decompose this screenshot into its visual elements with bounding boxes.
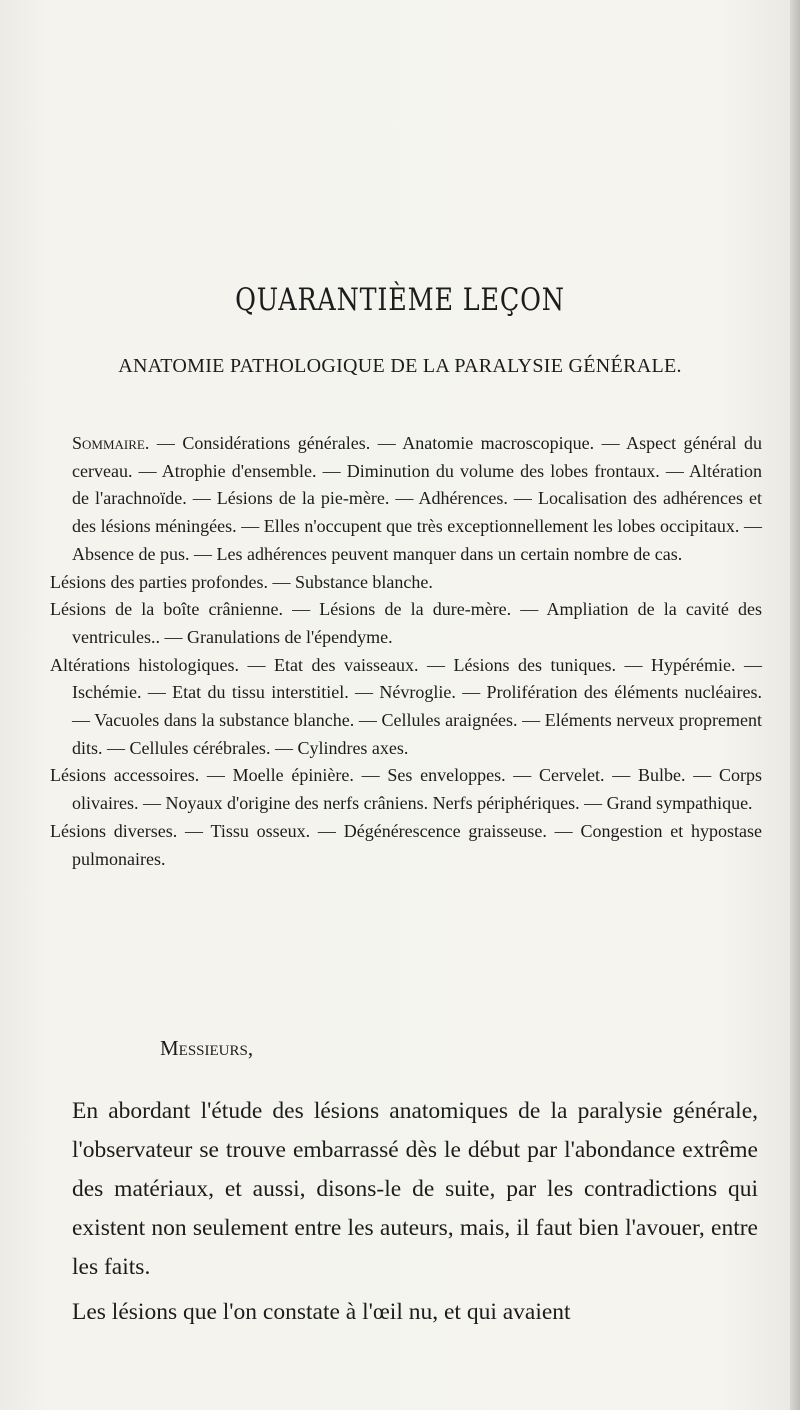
greeting: Messieurs, [160, 1036, 254, 1060]
body-paragraph: En abordant l'étude des lésions anatomiques de la paralysie générale, l'observateur se trouve embarrassé dès le début par l'abondance extrême des matériaux, et aussi, disons-le de suite, par les contradictions qui existent non seulement entre les auteurs, mais, il faut bien l'avouer, entre les faits. [72, 1098, 758, 1280]
summary-paragraph: Lésions accessoires. — Moelle épinière. — Ses enveloppes. — Cervelet. — Bulbe. — Corps olivaires. — Noyaux d'origine des nerfs crâniens. Nerfs périphériques. — Grand sympathique. [50, 765, 762, 814]
body-paragraph: Les lésions que l'on constate à l'œil nu, et qui avaient [72, 1299, 571, 1325]
lesson-title: QUARANTIÈME LEÇON [235, 282, 565, 318]
page-edge [790, 0, 800, 1410]
summary-paragraph: Altérations histologiques. — Etat des vaisseaux. — Lésions des tuniques. — Hypérémie. — Ischémie. — Etat du tissu interstitiel. — Névroglie. — Prolifération des éléments nucléaires. — Vacuoles dans la substance blanche. — Cellules araignées. — Eléments nerveux proprement dits. — Cellules cérébrales. — Cylindres axes. [50, 654, 762, 758]
lesson-subtitle: ANATOMIE PATHOLOGIQUE DE LA PARALYSIE GÉNÉRALE. [118, 355, 682, 377]
summary-paragraph: Lésions des parties profondes. — Substance blanche. [50, 571, 433, 592]
summary-paragraph [50, 430, 762, 569]
body-text [72, 1092, 758, 1332]
summary-block [50, 430, 762, 873]
summary-text: — Considérations générales. — Anatomie macroscopique. — Aspect général du cerveau. — Atrophie d'ensemble. — Diminution du volume des lobes frontaux. — Altération de l'arachnoïde. — Lésions de la pie-mère. — Adhérences. — Localisation des adhérences et des lésions méningées. — Elles n'occupent que très exceptionnellement les lobes occipitaux. — Absence de pus. — Les adhérences peuvent manquer dans un certain nombre de cas. [72, 433, 762, 564]
summary-paragraph: Lésions de la boîte crânienne. — Lésions de la dure-mère. — Ampliation de la cavité des ventricules.. — Granulations de l'épendyme. [50, 599, 762, 647]
summary-label: Sommaire. [72, 433, 150, 453]
summary-paragraph: Lésions diverses. — Tissu osseux. — Dégénérescence graisseuse. — Congestion et hypostase pulmonaires. [50, 820, 762, 869]
